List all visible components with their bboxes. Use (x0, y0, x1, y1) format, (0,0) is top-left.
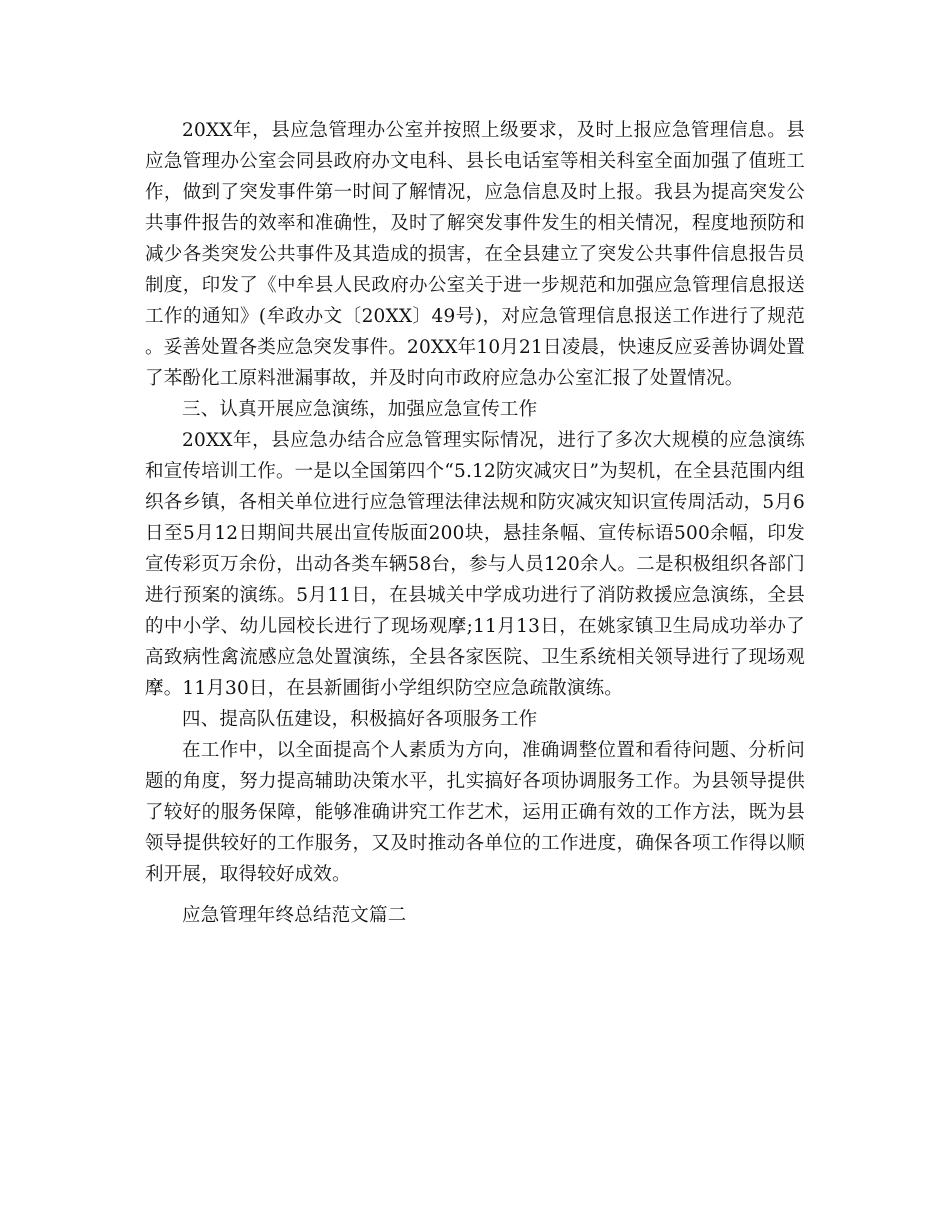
document-title-part-two: 应急管理年终总结范文篇二 (182, 905, 407, 926)
document-page (145, 115, 805, 931)
paragraph-team: 在工作中，以全面提高个人素质为方向，准确调整位置和看待问题、分析问题的角度，努力提高辅助决策水平，扎实搞好各项协调服务工作。为县领导提供了较好的服务保障，能够准确讲究工作艺术，运用正确有效的工作方法，既为县领导提供较好的工作服务，又及时推动各单位的工作进度，确保各项工作得以顺利开展，取得较好成效。 (145, 740, 805, 885)
paragraph-drills: 20XX年，县应急办结合应急管理实际情况，进行了多次大规模的应急演练和宣传培训工作。一是以全国第四个“5.12防灾减灾日”为契机，在全县范围内组织各乡镇，各相关单位进行应急管理法律法规和防灾减灾知识宣传周活动，5月6日至5月12日期间共展出宣传版面200块，悬挂条幅、宣传标语500余幅，印发宣传彩页万余份，出动各类车辆58台，参与人员120余人。二是积极组织各部门进行预案的演练。5月11日，在县城关中学成功进行了消防救援应急演练，全县的中小学、幼儿园校长进行了现场观摩;11月13日，在姚家镇卫生局成功举办了高致病性禽流感应急处置演练，全县各家医院、卫生系统相关领导进行了现场观摩。11月30日，在县新圃街小学组织防空应急疏散演练。 (145, 430, 805, 699)
section-heading-drills: 三、认真开展应急演练，加强应急宣传工作 (182, 399, 538, 420)
section-heading-team: 四、提高队伍建设，积极搞好各项服务工作 (182, 709, 538, 730)
paragraph-info-reporting: 20XX年，县应急管理办公室并按照上级要求，及时上报应急管理信息。县应急管理办公室会同县政府办文电科、县长电话室等相关科室全面加强了值班工作，做到了突发事件第一时间了解情况，应急信息及时上报。我县为提高突发公共事件报告的效率和准确性，及时了解突发事件发生的相关情况，程度地预防和减少各类突发公共事件及其造成的损害，在全县建立了突发公共事件信息报告员制度，印发了《中牟县人民政府办公室关于进一步规范和加强应急管理信息报送工作的通知》(牟政办文〔20XX〕49号)，对应急管理信息报送工作进行了规范。妥善处置各类应急突发事件。20XX年10月21日凌晨，快速反应妥善协调处置了苯酚化工原料泄漏事故，并及时向市政府应急办公室汇报了处置情况。 (145, 120, 805, 389)
